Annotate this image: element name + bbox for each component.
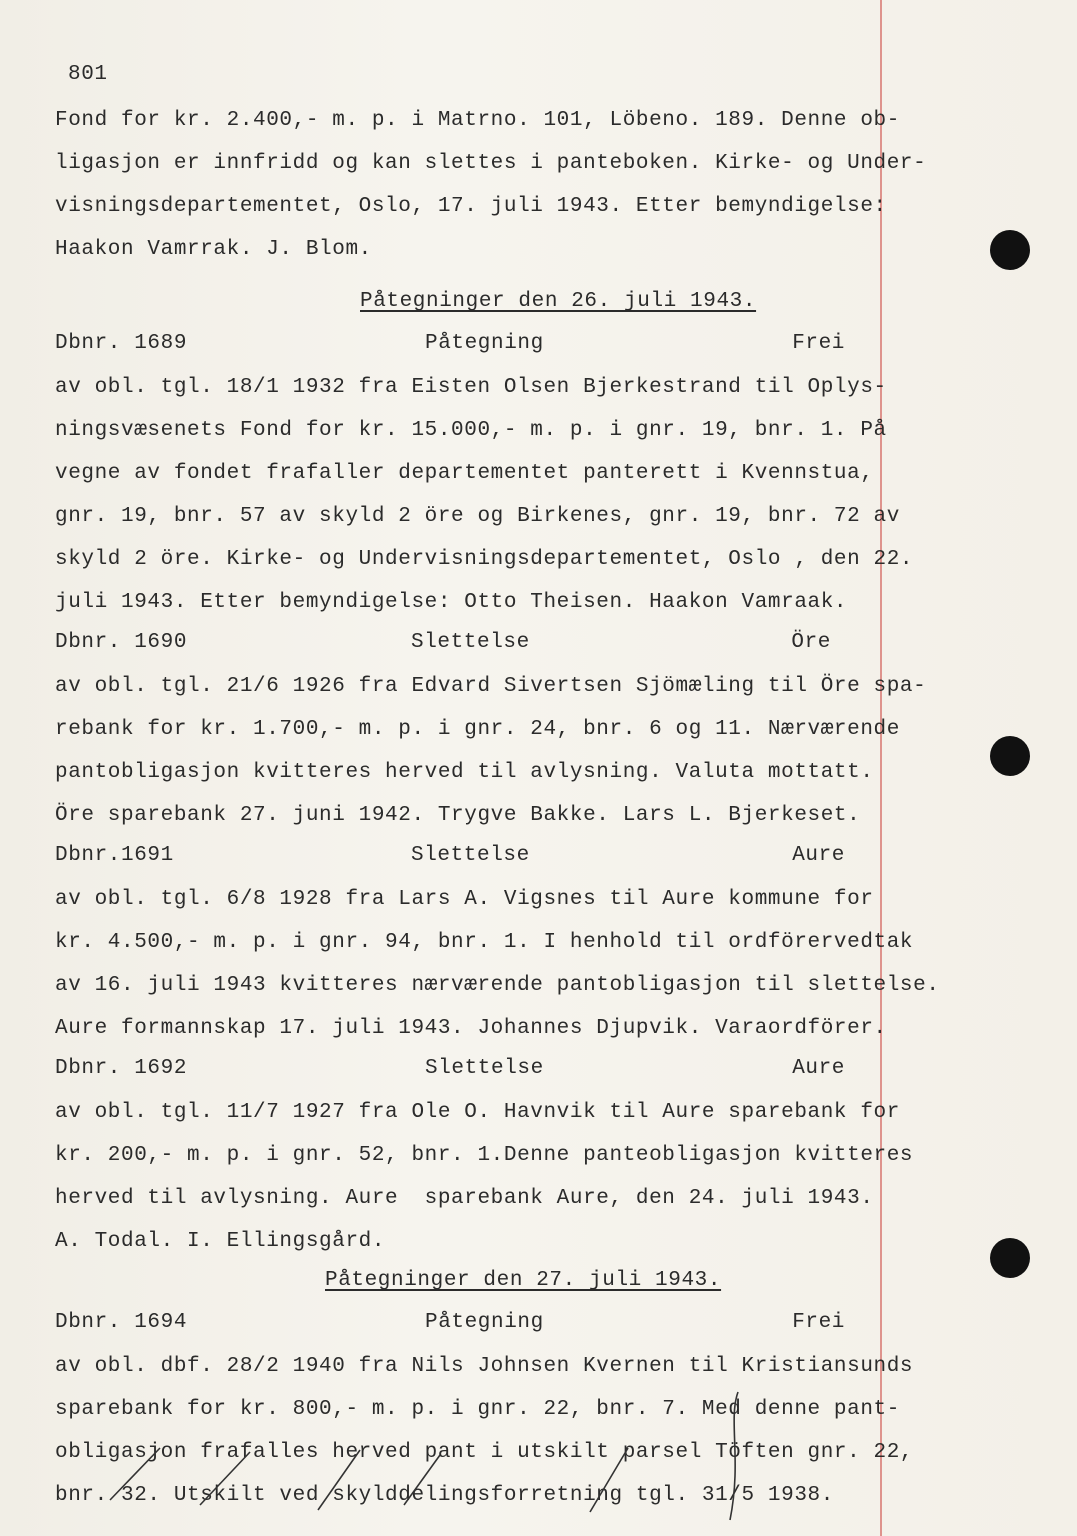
page-number: 801 (68, 63, 108, 86)
entry-dbnr: Dbnr. 1694 (55, 1311, 188, 1334)
text-line: vegne av fondet frafaller departementet panterett i Kvennstua, (55, 462, 874, 485)
entry-place: Aure (792, 1057, 845, 1080)
text-line: Fond for kr. 2.400,- m. p. i Matrno. 101, Löbeno. 189. Denne ob- (55, 109, 900, 132)
text-line: Haakon Vamrrak. J. Blom. (55, 238, 372, 261)
text-line: visningsdepartementet, Oslo, 17. juli 1943. Etter bemyndigelse: (55, 195, 887, 218)
text-line: av obl. tgl. 18/1 1932 fra Eisten Olsen Bjerkestrand til Oplys- (55, 376, 887, 399)
text-line: bnr. 32. Utskilt ved skylddelingsforretning tgl. 31/5 1938. (55, 1484, 834, 1507)
text-line: obligasjon frafalles herved pant i utskilt parsel Töften gnr. 22, (55, 1441, 914, 1464)
entry-place: Aure (792, 844, 845, 867)
text-line: herved til avlysning. Aure sparebank Aure, den 24. juli 1943. (55, 1187, 874, 1210)
text-line: skyld 2 öre. Kirke- og Undervisningsdepartementet, Oslo , den 22. (55, 548, 914, 571)
text-line: sparebank for kr. 800,- m. p. i gnr. 22, bnr. 7. Med denne pant- (55, 1398, 900, 1421)
section-heading: Påtegninger den 27. juli 1943. (325, 1269, 722, 1292)
text-line: Öre sparebank 27. juni 1942. Trygve Bakke. Lars L. Bjerkeset. (55, 804, 861, 827)
entry-place: Frei (792, 332, 845, 355)
text-line: av 16. juli 1943 kvitteres nærværende pantobligasjon til slettelse. (55, 974, 940, 997)
entry-dbnr: Dbnr. 1689 (55, 332, 188, 355)
text-line: kr. 200,- m. p. i gnr. 52, bnr. 1.Denne panteobligasjon kvitteres (55, 1144, 914, 1167)
entry-dbnr: Dbnr. 1692 (55, 1057, 188, 1080)
entry-dbnr: Dbnr. 1690 (55, 631, 188, 654)
text-line: ningsvæsenets Fond for kr. 15.000,- m. p. i gnr. 19, bnr. 1. På (55, 419, 887, 442)
entry-place: Öre (791, 631, 831, 654)
text-line: kr. 4.500,- m. p. i gnr. 94, bnr. 1. I henhold til ordförervedtak (55, 931, 914, 954)
text-line: av obl. tgl. 11/7 1927 fra Ole O. Havnvik til Aure sparebank for (55, 1101, 900, 1124)
text-line: gnr. 19, bnr. 57 av skyld 2 öre og Birkenes, gnr. 19, bnr. 72 av (55, 505, 900, 528)
entry-type: Slettelse (411, 844, 530, 867)
text-line: pantobligasjon kvitteres herved til avlysning. Valuta mottatt. (55, 761, 874, 784)
text-line: A. Todal. I. Ellingsgård. (55, 1230, 386, 1253)
text-line: rebank for kr. 1.700,- m. p. i gnr. 24, bnr. 6 og 11. Nærværende (55, 718, 900, 741)
text-line: av obl. tgl. 21/6 1926 fra Edvard Sivertsen Sjömæling til Öre spa- (55, 675, 927, 698)
entry-type: Slettelse (425, 1057, 544, 1080)
entry-type: Påtegning (425, 332, 544, 355)
text-line: ligasjon er innfridd og kan slettes i panteboken. Kirke- og Under- (55, 152, 927, 175)
text-line: Aure formannskap 17. juli 1943. Johannes Djupvik. Varaordförer. (55, 1017, 887, 1040)
text-line: av obl. dbf. 28/2 1940 fra Nils Johnsen Kvernen til Kristiansunds (55, 1355, 914, 1378)
text-line: juli 1943. Etter bemyndigelse: Otto Theisen. Haakon Vamraak. (55, 591, 848, 614)
entry-place: Frei (792, 1311, 845, 1334)
text-line: av obl. tgl. 6/8 1928 fra Lars A. Vigsnes til Aure kommune for (55, 888, 874, 911)
entry-type: Slettelse (411, 631, 530, 654)
entry-dbnr: Dbnr.1691 (55, 844, 174, 867)
section-heading: Påtegninger den 26. juli 1943. (360, 290, 757, 313)
entry-type: Påtegning (425, 1311, 544, 1334)
